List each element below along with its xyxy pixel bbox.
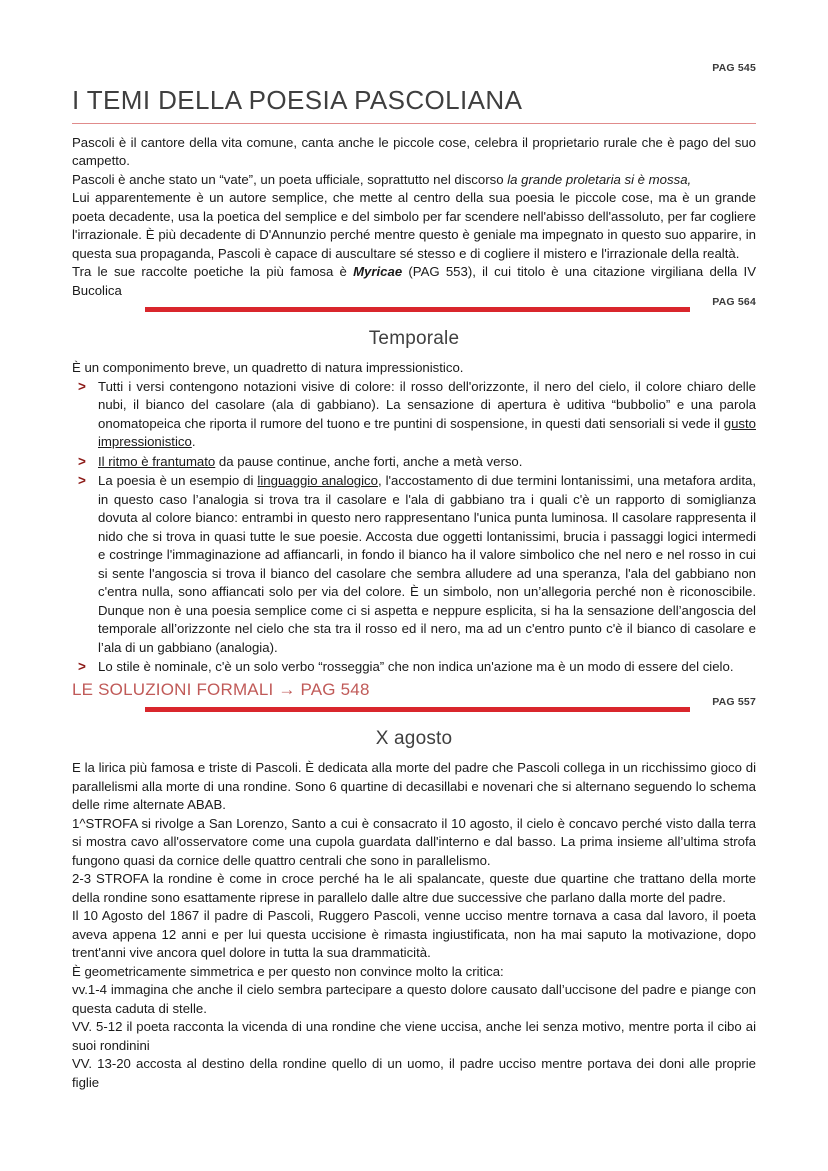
bullet-text-before: La poesia è un esempio di: [98, 473, 258, 489]
separator-x-agosto: [72, 696, 756, 720]
list-item: [72, 453, 756, 471]
x-agosto-paragraph-1: E la lirica più famosa e triste di Pascoli. È dedicata alla morte del padre che Pascoli collega in un ricchissimo gioco di parallelismi alla morte di una rondine. Sono 6 quartine di decasillabi e novenari che si alternano seguendo lo schema delle rime alternate ABAB.: [72, 760, 756, 813]
bullet-underlined-term: linguaggio analogico: [257, 473, 378, 489]
bullet-arrow-icon: >: [78, 473, 86, 489]
x-agosto-paragraph-4: Il 10 Agosto del 1867 il padre di Pascoli, Ruggero Pascoli, venne ucciso mentre tornava a casa dal lavoro, il poeta aveva appena 12 anni e per lui questa uccisione è rimasta ingiustificata, non ha mai saputo la motivazione, dopo trent'anni vive ancora quel dolore in tutta la sua drammaticità.: [72, 908, 756, 961]
list-item: [72, 658, 756, 676]
intro-paragraph-2-text: Pascoli è anche stato un “vate”, un poeta ufficiale, soprattutto nel discorso: [72, 171, 508, 187]
list-item: [72, 378, 756, 452]
page-reference-top: PAG 545: [712, 62, 756, 74]
le-soluzioni-formali-link[interactable]: LE SOLUZIONI FORMALI → PAG 548: [72, 680, 370, 700]
section-heading-x-agosto: X agosto: [375, 728, 453, 750]
x-agosto-verses-13-20: VV. 13-20 accosta al destino della rondine quello di un uomo, il padre ucciso mentre portava dei doni alle proprie figlie: [72, 1056, 756, 1090]
title-underline-rule: [72, 123, 756, 124]
intro-paragraph-4-after: (PAG 553), il cui titolo è una citazione virgiliana della IV Bucolica: [72, 264, 756, 298]
temporale-lead: È un componimento breve, un quadretto di natura impressionistico.: [72, 360, 464, 376]
intro-paragraph-3: Lui apparentemente è un autore semplice, che mette al centro della sua poesia le piccole cose, ma è un grande poeta decadente, usa la poetica del semplice e del simbolo per far scendere nell'abisso dell'assoluto, per far cogliere l'irrazionale. È più decadente di D'Annunzio perché mentre questo è geniale ma impegnato in questo suo apparire, in questa sua propaganda, Pascoli è capace di auscultare sé stesso e di cogliere il mistero e l'irrazionale della realtà.: [72, 190, 756, 261]
page-reference-x-agosto: PAG 557: [712, 696, 756, 709]
bullet-text-after: , l'accostamento di due termini lontanissimi, una metafora ardita, in questo caso l’analogia si trova tra il casolare e l'ala di gabbiano tra i quali c'è un rapporto di somiglianza dovuta al colore bianco: entrambi in questo nero rappresentano l'unica punta luminosa. Il casolare rappresenta il nido che si trova in quasi tutte le sue poesie. Accosta due oggetti lontanissimi, brucia i passaggi logici intermedi e costringe l'immaginazione ad affiancarli, in fondo il bianco ha il valore simbolico che nel nero e nel rosso in cui si sente l'angoscia si trova il bianco del casolare che sembra alludere ad una speranza, l'ala del gabbiano non c'entra nulla, sono affiancati solo per via del colore. È un simbolo, non un’allegoria perché non è riconoscibile. Dunque non è una poesia semplice come ci si aspetta e neppure esplicita, si ha la sensazione dell’angoscia del temporale all’orizzonte nel cielo che sta tra il rosso ed il nero, ma ad un c'entro punto c'è il bianco di casolare e l’ala di un gabbiano (analogia).: [98, 473, 756, 655]
page-title: I TEMI DELLA POESIA PASCOLIANA: [72, 85, 523, 115]
x-agosto-paragraph-2: 1^STROFA si rivolge a San Lorenzo, Santo a cui è consacrato il 10 agosto, il cielo è concavo perché visto dalla terra si mostra cavo all'osservatore come una cupola guardata dall'interno e dal basso. La prima insieme all’ultima strofa fungono quasi da cornice delle quattro centrali che sono in parallelismo.: [72, 815, 756, 868]
bullet-text-after: da pause continue, anche forti, anche a metà verso.: [215, 453, 523, 469]
bullet-arrow-icon: >: [78, 659, 86, 674]
bullet-text-before: Lo stile è nominale, c'è un solo verbo “rosseggia” che non indica un'azione ma è un modo di essere del cielo.: [98, 659, 734, 674]
page-reference-temporale: PAG 564: [712, 296, 756, 309]
myricae-title: Myricae: [353, 264, 403, 280]
x-agosto-paragraph-5: È geometricamente simmetrica e per questo non convince molto la critica:: [72, 963, 504, 979]
bullet-text-before: Tutti i versi contengono notazioni visive di colore: il rosso dell'orizzonte, il nero del cielo, il colore chiaro delle nubi, il bianco del casolare (ala di gabbiano). La sensazione di apertura è uditiva “bubbolio” e una parola onomatopeica che riporta il rumore del tuono e tre puntini di sospensione, in questi dati sensoriali si vede il: [98, 378, 756, 431]
intro-paragraph-4: [72, 263, 756, 300]
bullet-arrow-icon: >: [78, 453, 86, 469]
red-divider-bar: [145, 307, 690, 312]
x-agosto-paragraph-3: 2-3 STROFA la rondine è come in croce perché ha le ali spalancate, queste due quartine che trattano della morte della rondine sono esattamente riprese in parallelo dalle altre due successive che parlano dalla morte del padre.: [72, 871, 756, 905]
separator-temporale: [72, 296, 756, 320]
x-agosto-verses-5-12: VV. 5-12 il poeta racconta la vicenda di una rondine che viene uccisa, anche lei senza motivo, mentre porta il cibo ai suoi rondinini: [72, 1019, 756, 1053]
intro-paragraph-2: [72, 171, 756, 189]
bullet-underlined-term: gusto impressionistico: [98, 415, 756, 450]
bullet-arrow-icon: >: [78, 378, 86, 394]
intro-paragraph-1: Pascoli è il cantore della vita comune, canta anche le piccole cose, celebra il proprietario rurale che è pago del suo campetto.: [72, 134, 756, 169]
intro-paragraph-4-before: Tra le sue raccolte poetiche la più famosa è: [72, 264, 354, 280]
x-agosto-verses-1-4: vv.1-4 immagina che anche il cielo sembra partecipare a questo dolore causato dall’uccisone del padre e piange con questa caduta di stelle.: [72, 982, 756, 1016]
intro-paragraph-2-italic: la grande proletaria si è mossa,: [507, 171, 692, 187]
bullet-underlined-term: Il ritmo è frantumato: [98, 453, 216, 469]
temporale-bullet-list: [72, 378, 756, 677]
bullet-text-after: .: [191, 434, 196, 450]
list-item: [72, 472, 756, 657]
section-heading-temporale: Temporale: [368, 328, 460, 350]
red-divider-bar: [145, 707, 690, 712]
